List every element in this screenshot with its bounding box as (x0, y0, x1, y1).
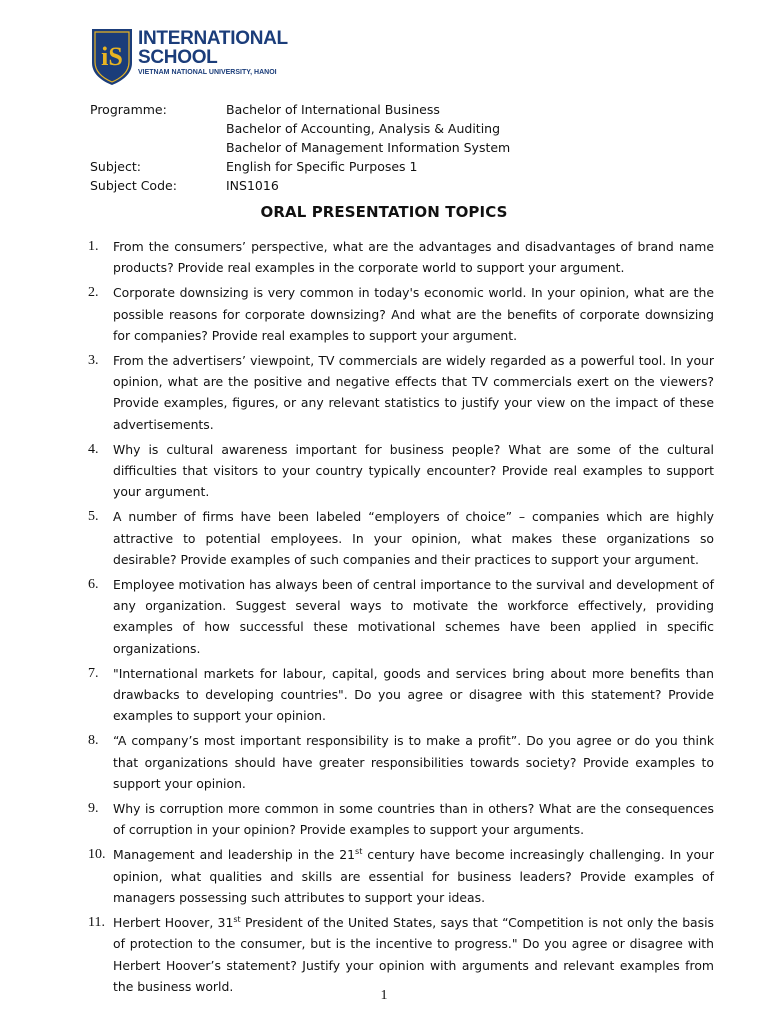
topic-number: 2. (88, 285, 99, 301)
subject-label: Subject: (90, 159, 141, 174)
programme-item: Bachelor of International Business (226, 102, 440, 117)
topic-text: From the advertisers’ viewpoint, TV commercials are widely regarded as a powerful tool. In your opinion, what are the positive and negative effects that TV commercials exert on the viewers? Provide examples, figures, or any relevant statistics to justify your view on the impact of these advertisements. (113, 353, 714, 432)
topic-item (88, 574, 714, 659)
topic-item (88, 730, 714, 794)
subject-value: English for Specific Purposes 1 (226, 159, 418, 174)
topic-number: 5. (88, 509, 99, 525)
subject-row (90, 157, 510, 176)
topic-text: “A company’s most important responsibility is to make a profit”. Do you agree or do you think that organizations should have greater responsibilities towards society? Provide examples to support your opinion. (113, 733, 714, 791)
topic-text (113, 844, 714, 908)
topic-text-part: century have become increasingly challenging. In your opinion, what qualities and skills are essential for business leaders? Provide examples of managers possessing such attributes to support your ideas. (113, 847, 714, 905)
topic-item (88, 506, 714, 570)
topic-item (88, 282, 714, 346)
topic-number: 4. (88, 441, 99, 457)
topic-item (88, 912, 714, 997)
programme-label: Programme: (90, 102, 167, 117)
programme-row (90, 100, 510, 157)
emblem-text: iS (101, 42, 123, 71)
topic-text: Corporate downsizing is very common in today's economic world. In your opinion, what are the possible reasons for corporate downsizing? And what are the benefits of corporate downsizing for companies? Provide real examples to support your argument. (113, 285, 714, 343)
ordinal-suffix: st (233, 914, 241, 924)
topic-list (88, 236, 714, 1001)
logo-line-university: VIETNAM NATIONAL UNIVERSITY, HANOI (138, 69, 277, 76)
topic-number: 1. (88, 239, 99, 254)
logo-wordmark (138, 29, 288, 77)
ordinal-suffix: st (355, 847, 363, 857)
logo-line-school: SCHOOL (138, 47, 218, 68)
topic-text: Why is corruption more common in some countries than in others? What are the consequences of corruption in your opinion? Provide examples to support your arguments. (113, 801, 714, 838)
topic-text-part: Management and leadership in the 21 (113, 847, 356, 863)
programme-list (226, 100, 510, 157)
topic-number: 3. (88, 353, 99, 369)
shield-emblem-icon (90, 27, 134, 87)
document-title: ORAL PRESENTATION TOPICS (260, 203, 508, 221)
topic-number: 9. (88, 801, 99, 817)
topic-text: Employee motivation has always been of central importance to the survival and development of any organization. Suggest several ways to motivate the workforce effectively, providing examples of how successful these motivational schemes have been applied in specific organizations. (113, 577, 714, 656)
topic-text: "International markets for labour, capital, goods and services bring about more benefits than drawbacks to developing countries". Do you agree or disagree with this statement? Provide examples to support your opinion. (113, 665, 714, 724)
topic-text-part: President of the United States, says that “Competition is not only the basis of protection to the consumer, but is the incentive to progress." Do you agree or disagree with Herbert Hoover’s statement? Justify your opinion with arguments and relevant examples from the business world. (113, 915, 715, 994)
programme-item: Bachelor of Management Information System (226, 140, 511, 155)
topic-number: 6. (88, 577, 99, 593)
school-logo (90, 27, 330, 87)
topic-item (88, 663, 714, 727)
topic-number: 8. (88, 733, 99, 749)
topic-item (88, 844, 714, 908)
logo-line-international: INTERNATIONAL (138, 28, 288, 49)
subject-code-row (90, 176, 510, 195)
subject-code-value: INS1016 (226, 178, 279, 193)
topic-item (88, 439, 714, 503)
topic-item (88, 236, 714, 278)
topic-text: Why is cultural awareness important for business people? What are some of the cultural difficulties that visitors to your country typically encounter? Provide real examples to support your argument. (113, 441, 714, 500)
topic-item (88, 350, 714, 435)
topic-text: From the consumers’ perspective, what are the advantages and disadvantages of brand name products? Provide real examples in the corporate world to support your argument. (113, 239, 714, 276)
topic-text-part: Herbert Hoover, 31 (113, 915, 234, 931)
topic-number: 11. (88, 915, 105, 931)
page-number: 1 (380, 988, 388, 1003)
topic-item (88, 798, 714, 840)
topic-number: 10. (88, 847, 106, 863)
course-info (90, 100, 510, 195)
topic-number: 7. (88, 665, 99, 681)
topic-text: A number of firms have been labeled “employers of choice” – companies which are highly attractive to potential employees. In your opinion, what makes these organizations so desirable? Provide examples of such companies and their practices to support your argument. (113, 509, 714, 567)
programme-item: Bachelor of Accounting, Analysis & Auditing (226, 121, 501, 136)
subject-code-label: Subject Code: (90, 178, 177, 193)
topic-text (113, 912, 714, 997)
